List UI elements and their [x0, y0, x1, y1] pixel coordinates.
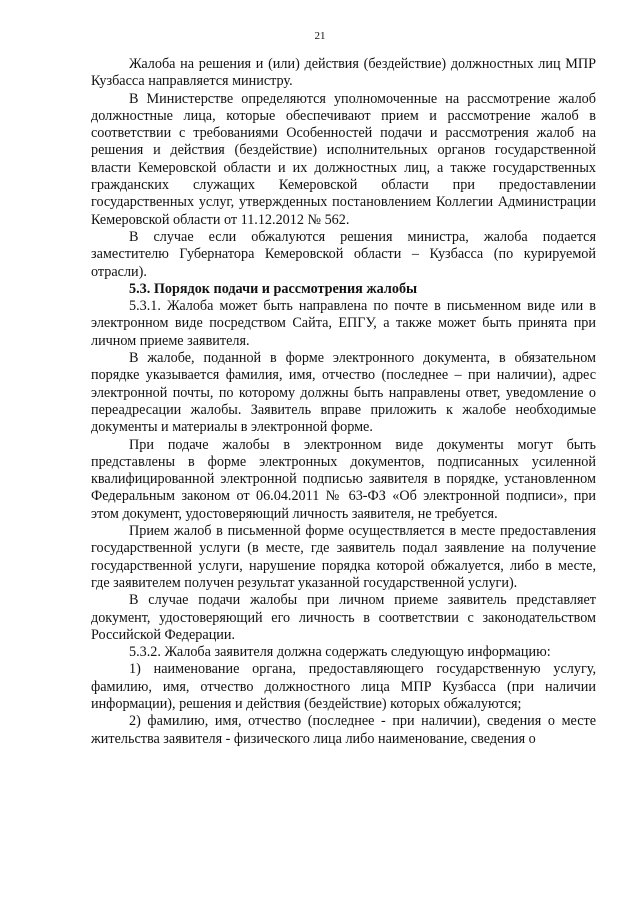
paragraph-authorized-officials: В Министерстве определяются уполномоченные на рассмотрение жалоб должностные лица, которые обеспечивают прием и рассмотрение жалоб в соответствии с требованиями Особенностей подачи и рассмотрения жалоб на решения и действия (бездействие) исполнительных органов государственной власти Кемеровской области и их должностных лиц, а также государственных гражданских служащих Кемеровской области при предоставлении государственных услуг, утвержденных постановлением Коллегии Администрации Кемеровской области от 11.12.2012 № 562.: [91, 90, 596, 228]
page-number: 21: [314, 30, 326, 42]
paragraph-5-3-1: 5.3.1. Жалоба может быть направлена по почте в письменном виде или в электронном виде посредством Сайта, ЕПГУ, а также может быть принята при личном приеме заявителя.: [91, 298, 596, 349]
paragraph-5-3-2: 5.3.2. Жалоба заявителя должна содержать следующую информацию:: [129, 644, 551, 661]
document-body: [91, 56, 596, 748]
paragraph-written-complaint: Прием жалоб в письменной форме осуществляется в месте предоставления государственной услуги (в месте, где заявитель подал заявление на получение государственной услуги, нарушение порядка которой обжалуется, либо в месте, где заявителем получен результат указанной государственной услуги).: [91, 523, 596, 591]
paragraph-electronic-complaint: В жалобе, поданной в форме электронного документа, в обязательном порядке указывается фамилия, имя, отчество (последнее – при наличии), адрес электронной почты, по которому должны быть направлены ответ, уведомление о переадресации жалобы. Заявитель вправе приложить к жалобе необходимые документы и материалы в электронной форме.: [91, 350, 596, 436]
paragraph-electronic-documents: При подаче жалобы в электронном виде документы могут быть представлены в форме электронных документов, подписанных усиленной квалифицированной электронной подписью заявителя в порядке, установленном Федеральным законом от 06.04.2011 № 63-ФЗ «Об электронной подписи», при этом документ, удостоверяющий личность заявителя, не требуется.: [91, 436, 596, 522]
paragraph-personal-reception: В случае подачи жалобы при личном приеме заявитель представляет документ, удостоверяющий его личность в соответствии с законодательством Российской Федерации.: [91, 592, 596, 643]
paragraph-complaint-recipient: Жалоба на решения и (или) действия (бездействие) должностных лиц МПР Кузбасса направляется министру.: [91, 56, 596, 90]
list-item-2: 2) фамилию, имя, отчество (последнее - при наличии), сведения о месте жительства заявителя - физического лица либо наименование, сведения о: [91, 713, 596, 747]
paragraph-minister-complaint: В случае если обжалуются решения министра, жалоба подается заместителю Губернатора Кемеровской области – Кузбасса (по курируемой отрасли).: [91, 228, 596, 280]
list-item-1: 1) наименование органа, предоставляющего государственную услугу, фамилию, имя, отчество должностного лица МПР Кузбасса (при наличии информации), решения и действия (бездействие) которых обжалуются;: [91, 661, 596, 712]
section-heading: 5.3. Порядок подачи и рассмотрения жалобы: [129, 280, 418, 297]
